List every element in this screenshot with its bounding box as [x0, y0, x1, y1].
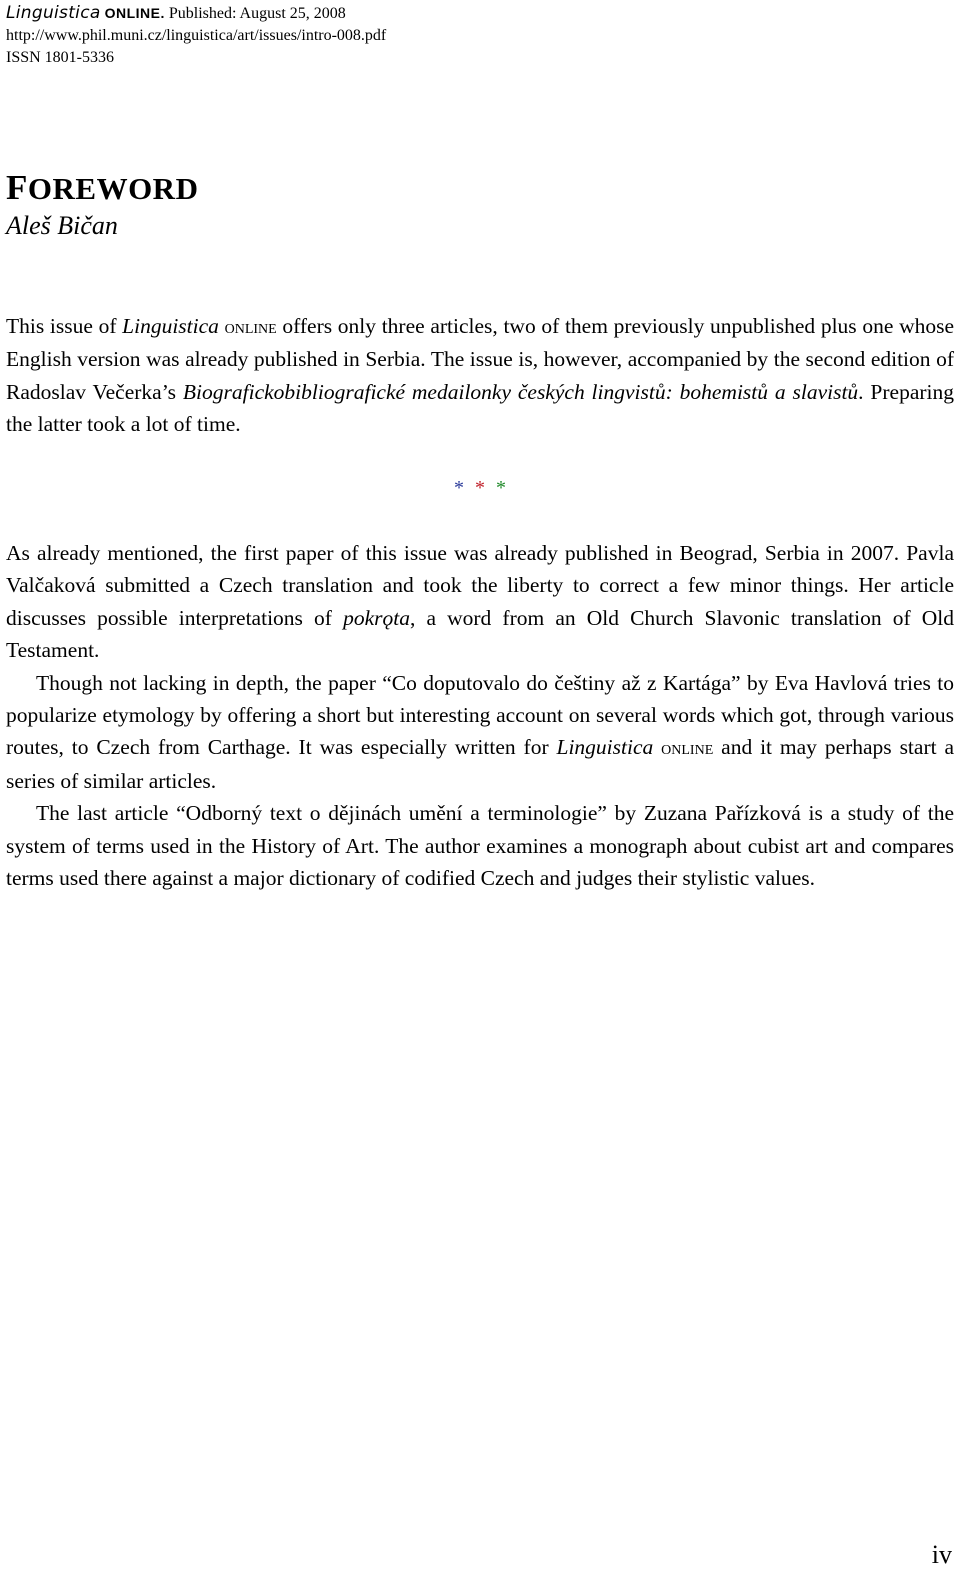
- title-initial: F: [6, 168, 28, 207]
- star-green: *: [496, 477, 506, 499]
- journal-online: online: [661, 737, 714, 760]
- intro-paragraph: [6, 310, 954, 441]
- star-red: *: [475, 477, 485, 499]
- journal-name: Linguistica: [556, 735, 654, 760]
- publication-date: Published: August 25, 2008: [168, 5, 346, 22]
- paragraph-2-text-2: and it may perhaps start a series of similar articles.: [6, 735, 955, 793]
- star-blue: *: [454, 477, 464, 499]
- page-title: [6, 168, 198, 209]
- articles-section: [6, 537, 954, 894]
- paragraph-2-text-1: Though not lacking in depth, the paper “Co doputovalo do češtiny až z Kartága” by Eva Havlová tries to popularize etymology by offering a short but interesting account on several words which got, through various routes, to Czech from Carthage. It was especially written for: [6, 670, 954, 760]
- document-header: [6, 2, 386, 69]
- journal-name: Linguistica: [122, 314, 219, 338]
- paragraph-third-article: The last article “Odborný text o dějinách umění a terminologie” by Zuzana Pařízková is a study of the system of terms used in the History of Art. The author examines a monograph about cubist art and compares terms used there against a major dictionary of codified Czech and judges their stylistic values.: [6, 801, 954, 891]
- header-line-1: [6, 2, 386, 25]
- book-title: Biografickobibliografické medailonky českých lingvistů: bohemistů a slavistů: [182, 379, 859, 404]
- ocs-word: pokrǫta: [343, 605, 410, 630]
- journal-online: online: [224, 316, 277, 338]
- journal-logo: Linguistica: [6, 3, 101, 23]
- page-number: iv: [931, 1540, 952, 1569]
- paragraph-first-article: [6, 537, 954, 667]
- journal-logo-online: ONLINE.: [104, 5, 165, 21]
- intro-text-3: . Preparing the latter took a lot of time.: [6, 379, 954, 437]
- issn: ISSN 1801-5336: [6, 49, 115, 66]
- title-rest: OREWORD: [27, 171, 199, 206]
- paragraph-second-article: [6, 667, 954, 798]
- intro-text-1: This issue of: [6, 314, 123, 338]
- document-url: http://www.phil.muni.cz/linguistica/art/issues/intro-008.pdf: [6, 27, 387, 44]
- paragraph-1-text-1: As already mentioned, the first paper of this issue was already published in Beograd, Serbia in 2007. Pavla Valčaková submitted a Czech translation and took the liberty to correct a few minor things. Her article discusses possible interpretations of: [6, 541, 954, 630]
- intro-section: [6, 310, 954, 441]
- author-name: Aleš Bičan: [6, 211, 118, 240]
- intro-text-2: offers only three articles, two of them previously unpublished plus one whose English version was already published in Serbia. The issue is, however, accompanied by the second edition of Radoslav Večerka’s: [6, 314, 954, 404]
- section-separator: [0, 474, 960, 502]
- paragraph-1-text-2: , a word from an Old Church Slavonic translation of Old Testament.: [6, 605, 955, 663]
